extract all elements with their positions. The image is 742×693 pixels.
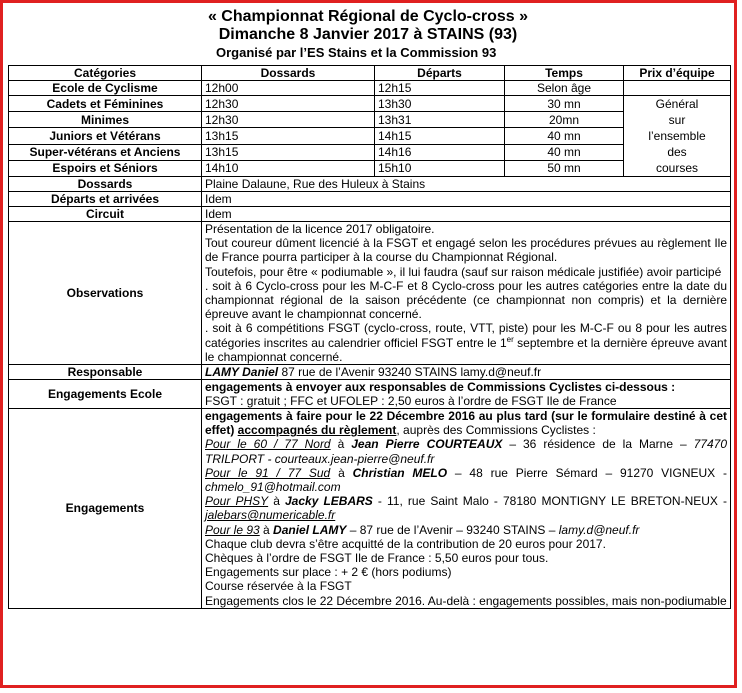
departs-cell: 14h16 [375, 144, 505, 160]
column-header: Départs [375, 66, 505, 81]
dossards-cell: 12h30 [202, 96, 375, 112]
table-header-row [9, 66, 731, 81]
dossards-row [9, 177, 731, 192]
table-row [9, 96, 731, 112]
dossards-cell: 13h15 [202, 128, 375, 144]
contact-line: Pour le 91 / 77 Sud à Christian MELO – 48 rue Pierre Sémard – 91270 VIGNEUX - chmelo_91@hotmail.com [205, 465, 728, 495]
circuit-label: Circuit [9, 207, 202, 222]
title-line-1: « Championnat Régional de Cyclo-cross » [207, 8, 529, 25]
observation-line: . soit à 6 compétitions FSGT (cyclo-cross, route, VTT, piste) pour les M-C-F ou 8 pour les autres catégories inscrites au calendrier officiel FSGT entre le 1er septembre et la dernière épreuve avant le championnat concerné. [205, 321, 728, 364]
category-cell: Espoirs et Séniors [9, 160, 202, 176]
dossards-label: Dossards [9, 177, 202, 192]
temps-cell: 50 mn [505, 160, 624, 176]
column-header: Temps [505, 66, 624, 81]
schedule-table [8, 65, 731, 609]
departs-arrivees-value: Idem [202, 192, 731, 207]
departs-cell: 15h10 [375, 160, 505, 176]
table-row [9, 128, 731, 144]
note-line: Engagements clos le 22 Décembre 2016. Au-delà : engagements possibles, mais non-podiumable [205, 593, 727, 608]
observations-label: Observations [9, 222, 202, 365]
table-row [9, 112, 731, 128]
responsable-label: Responsable [9, 365, 202, 380]
departs-arrivees-row [9, 192, 731, 207]
observations-row [9, 222, 731, 365]
prix-line: Général [655, 97, 699, 111]
prix-equipe-cell [624, 96, 731, 177]
observation-line: Toutefois, pour être « podiumable », il lui faudra (sauf sur raison médicale justifiée) avoir participé [205, 264, 722, 279]
contact-line: Pour PHSY à Jacky LEBARS - 11, rue Saint Malo - 78180 MONTIGNY LE BRETON-NEUX - jalebars@numericable.fr [205, 494, 727, 523]
departs-cell: 12h15 [375, 81, 505, 96]
departs-cell: 13h30 [375, 96, 505, 112]
column-header: Prix d’équipe [624, 66, 731, 81]
prix-empty-cell [624, 81, 731, 96]
observation-line: . soit à 6 Cyclo-cross pour les M-C-F et 8 Cyclo-cross pour les autres catégories entre la date du championnat régional de la saison précédente (ce championnat non compris) et la dernière épreuve avant le championnat concerné. [205, 278, 727, 322]
temps-cell: 40 mn [505, 144, 624, 160]
engagements-text [202, 409, 731, 609]
category-cell: Cadets et Féminines [9, 96, 202, 112]
note-line: Chaque club devra s’être acquitté de la contribution de 20 euros pour 2017. [205, 536, 606, 551]
category-cell: Ecole de Cyclisme [9, 81, 202, 96]
prix-line: des [667, 145, 687, 159]
temps-cell: Selon âge [505, 81, 624, 96]
departs-arrivees-label: Départs et arrivées [9, 192, 202, 207]
prix-line: courses [655, 161, 699, 175]
temps-cell: 30 mn [505, 96, 624, 112]
dossards-cell: 13h15 [202, 144, 375, 160]
table-row [9, 81, 731, 96]
observations-text [202, 222, 731, 365]
category-cell: Juniors et Vétérans [9, 128, 202, 144]
responsable-address: 87 rue de l’Avenir 93240 STAINS lamy.d@neuf.fr [278, 365, 542, 380]
subtitle: Organisé par l’ES Stains et la Commission 93 [216, 45, 497, 60]
note-line: Course réservée à la FSGT [205, 579, 352, 594]
contact-line: Pour le 93 à Daniel LAMY – 87 rue de l’Avenir – 93240 STAINS – lamy.d@neuf.fr [205, 522, 640, 537]
note-line: Engagements sur place : + 2 € (hors podiums) [205, 565, 452, 580]
document-header [4, 8, 732, 60]
category-cell: Minimes [9, 112, 202, 128]
dossards-cell: 12h30 [202, 112, 375, 128]
column-header: Dossards [202, 66, 375, 81]
category-cell: Super-vétérans et Anciens [9, 144, 202, 160]
dossards-value: Plaine Dalaune, Rue des Huleux à Stains [202, 177, 731, 192]
responsable-row [9, 365, 731, 380]
engagements-intro: engagements à faire pour le 22 Décembre 2016 au plus tard (sur le formulaire destiné à cet effet) accompagnés du règlement, auprès des Commissions Cyclistes : [205, 409, 727, 438]
table-row [9, 144, 731, 160]
prix-line: l’ensemble [648, 129, 706, 143]
table-row [9, 160, 731, 176]
dossards-cell: 12h00 [202, 81, 375, 96]
departs-cell: 14h15 [375, 128, 505, 144]
engagements-ecole-line-1: engagements à envoyer aux responsables de Commissions Cyclistes ci-dessous : [205, 380, 676, 395]
departs-cell: 13h31 [375, 112, 505, 128]
responsable-value [202, 365, 731, 380]
engagements-ecole-value [202, 380, 731, 409]
temps-cell: 40 mn [505, 128, 624, 144]
title-line-2: Dimanche 8 Janvier 2017 à STAINS (93) [218, 26, 518, 43]
contact-line: Pour le 60 / 77 Nord à Jean Pierre COURTEAUX – 36 résidence de la Marne – 77470 TRILPORT - courteaux.jean-pierre@neuf.fr [205, 437, 727, 466]
observation-line: Tout coureur dûment licencié à la FSGT et engagé selon les procédures prévues au règlement Ile de France pourra participer à la course du Championnat Régional. [205, 236, 727, 265]
engagements-ecole-line-2: FSGT : gratuit ; FFC et UFOLEP : 2,50 euros à l’ordre de FSGT Ile de France [205, 394, 617, 409]
engagements-row [9, 409, 731, 609]
note-line: Chèques à l’ordre de FSGT Ile de France : 5,50 euros pour tous. [205, 551, 549, 566]
engagements-ecole-row [9, 380, 731, 409]
column-header: Catégories [9, 66, 202, 81]
engagements-label: Engagements [9, 409, 202, 609]
circuit-value: Idem [202, 207, 731, 222]
temps-cell: 20mn [505, 112, 624, 128]
observation-line: Présentation de la licence 2017 obligatoire. [205, 222, 435, 236]
prix-line: sur [668, 113, 686, 127]
dossards-cell: 14h10 [202, 160, 375, 176]
responsable-name: LAMY Daniel [205, 365, 279, 380]
engagements-ecole-label: Engagements Ecole [9, 380, 202, 409]
circuit-row [9, 207, 731, 222]
